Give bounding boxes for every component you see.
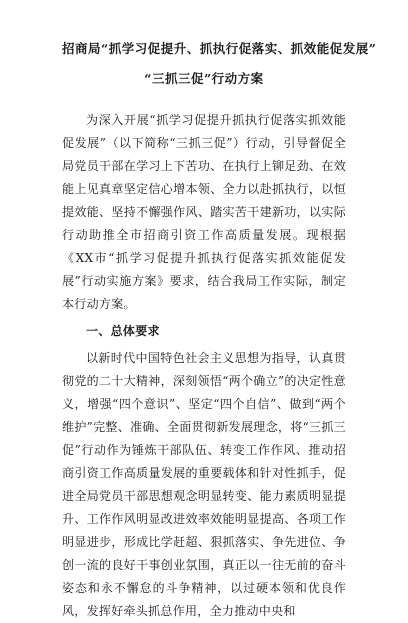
- document-title-line-1: 招商局“抓学习促提升、抓执行促落实、抓效能促发展”: [62, 41, 377, 56]
- general-requirements-paragraph: 以新时代中国特色社会主义思想为指导，认真贯彻党的二十大精神，深刻领悟“两个确立”的决定性意义，增强“四个意识”、坚定“四个自信”、做到“两个维护”完整、准确、全面贯彻新发展理念，将“三抓三促”行动作为锤炼干部队伍、转变工作作风、推动招商引资工作高质量发展的重要载体和针对性抓手，促进全局党员干部思想观念明显转变、能力素质明显提升、工作作风明显改进效率效能明显提高、各项工作明显进步，形成比学赶超、狠抓落实、争先进位、争创一流的良好干事创业氛围，真正以一往无前的奋斗姿态和永不懈怠的斗争精神，以过硬本领和优良作风，发挥好牵头抓总作用，全力推动中央和: [62, 351, 346, 618]
- section-heading-general-requirements: 一、总体要求: [86, 324, 160, 338]
- intro-paragraph: 为深入开展“抓学习促提升抓执行促落实抓效能促发展”（以下简称“三抓三促”）行动，引导督促全局党员干部在学习上下苦功、在执行上铆足劲、在效能上见真章坚定信心增本领、全力以赴抓执行，以恒提效能、坚持不懈强作风、踏实苦干建新功，以实际行动助推全市招商引资工作高质量发展。现根据《XX市“抓学习促提升抓执行促落实抓效能促发展”行动实施方案》要求，结合我局工作实际，制定本行动方案。: [62, 113, 346, 311]
- document-title-line-2: “三抓三促”行动方案: [144, 71, 264, 86]
